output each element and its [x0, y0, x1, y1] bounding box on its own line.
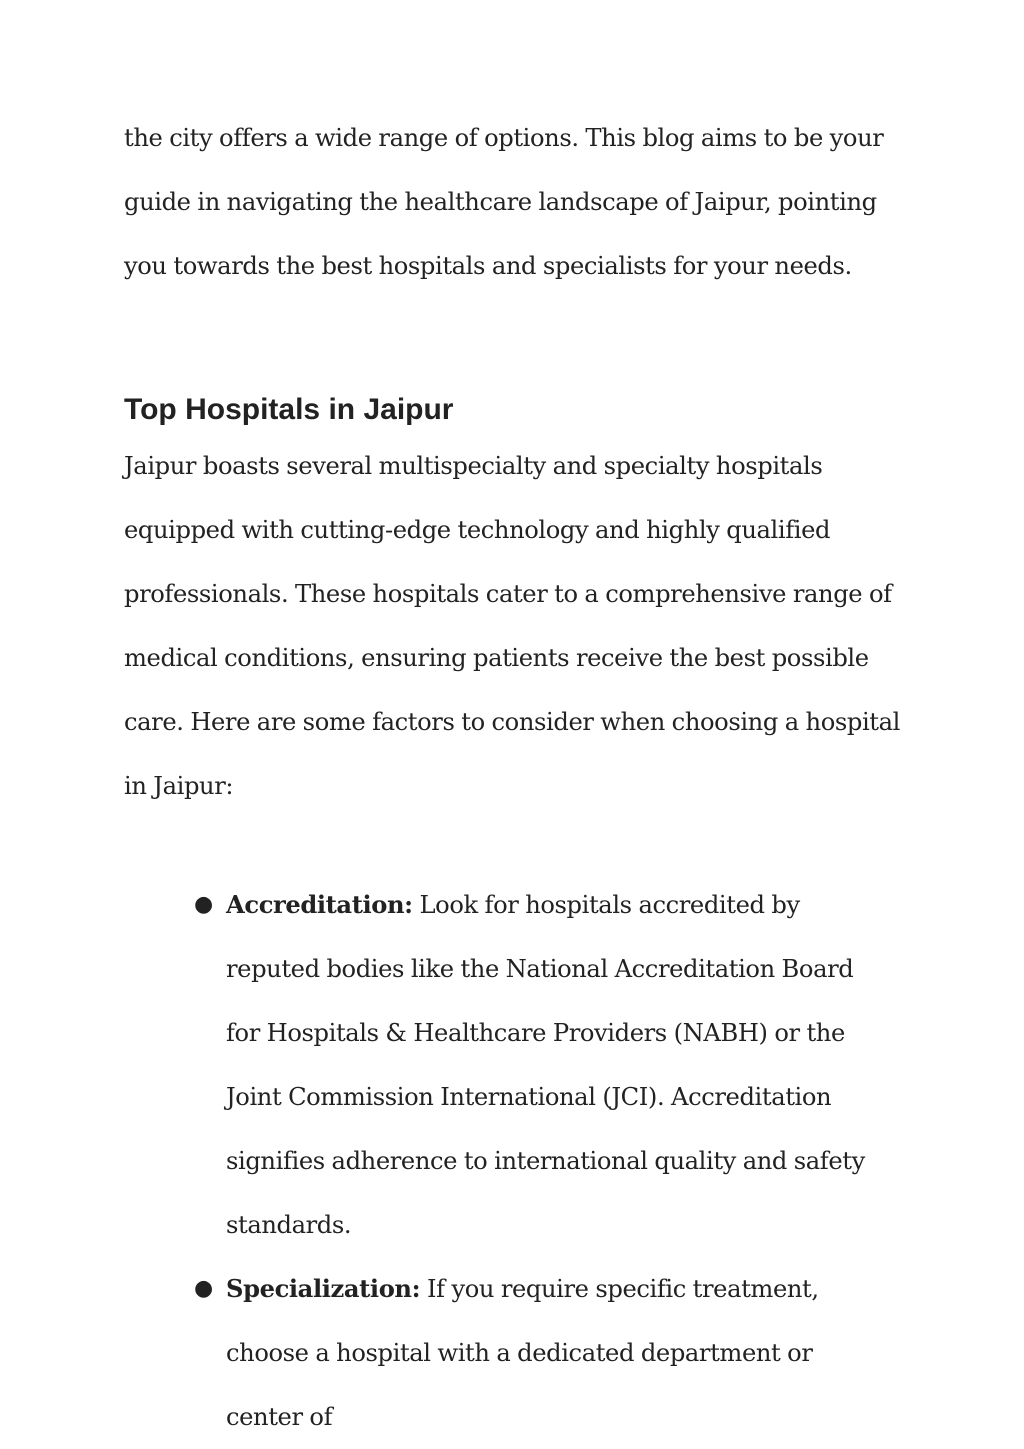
factor-term: Accreditation:: [226, 890, 413, 919]
bullet-icon: ●: [194, 892, 213, 917]
factor-term: Specialization:: [226, 1274, 421, 1303]
list-item-specialization: [194, 1257, 874, 1449]
section-heading: Top Hospitals in Jaipur: [124, 393, 454, 426]
list-item-accreditation: [194, 873, 874, 1257]
factor-list: [194, 873, 874, 1449]
intro-paragraph: the city offers a wide range of options. This blog aims to be your guide in navigating the healthcare landscape of Jaipur, pointing you towards the best hospitals and specialists for your needs.: [124, 124, 884, 280]
factor-description: Look for hospitals accredited by reputed bodies like the National Accreditation Board for Hospitals & Healthcare Providers (NABH) or the Joint Commission International (JCI). Accreditation signifies adherence to international quality and safety standards.: [226, 891, 865, 1239]
bullet-icon: ●: [194, 1276, 213, 1301]
factor-description: If you require specific treatment, choose a hospital with a dedicated department or center of: [226, 1275, 819, 1431]
section-paragraph: Jaipur boasts several multispecialty and specialty hospitals equipped with cutting-edge technology and highly qualified professionals. These hospitals cater to a comprehensive range of medical conditions, ensuring patients receive the best possible care. Here are some factors to consider when choosing a hospital in Jaipur:: [124, 452, 900, 800]
